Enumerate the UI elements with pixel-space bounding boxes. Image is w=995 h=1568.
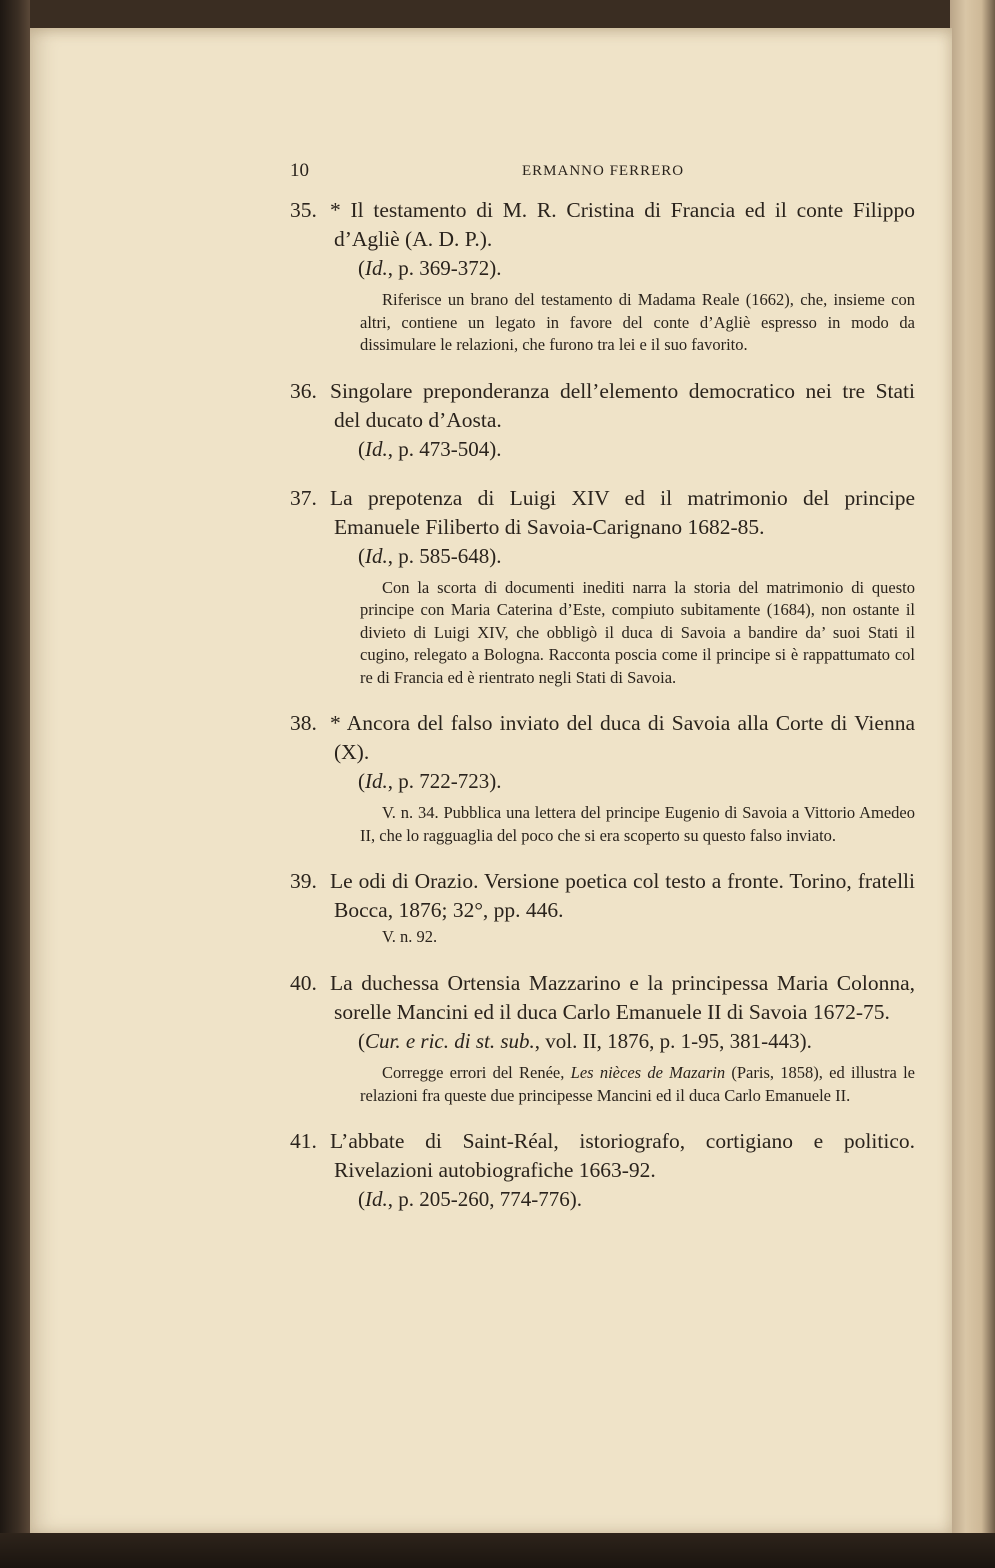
source-pages: , p. 585-648). [387,543,502,568]
entry-number: 36. [290,378,317,403]
entry-source: (Id., p. 205-260, 774-776). [358,1187,582,1211]
entry-source: (Cur. e ric. di st. sub., vol. II, 1876, p. 1-95, 381-443). [358,1029,812,1053]
entry-source: (Id., p. 722-723). [358,769,502,793]
source-pages: , p. 473-504). [387,436,502,461]
note-book-title: Les nièces de Mazarin [570,1063,726,1082]
cross-reference: V. n. 92. [382,927,438,946]
entry-note [290,1062,915,1107]
scan-edge-left [0,0,30,1568]
entry-title-text: * Ancora del falso inviato del duca di Savoia alla Corte di Vienna (X). [330,711,915,764]
entry-number: 38. [290,711,317,735]
entry-title-text: Singolare preponderanza dell’elemento democratico nei tre Stati del ducato d’Aosta. [330,378,915,432]
entry-title [290,377,915,435]
entry-note: Con la scorta di documenti inediti narra la storia del matrimonio di questo principe con Maria Caterina d’Este, compiuto subitamente (1684), non ostante il divieto di Luigi XIV, che obbligò il duca di Savoia a bandire da’ suoi Stati il cugino, relegato a Bologna. Racconta poscia come il principe si è rappattumato col re di Francia ed è rientrato negli Stati di Savoia. [360,577,915,687]
note-text: Corregge errori del Renée, [382,1063,571,1082]
entry-note: V. n. 34. Pubblica una lettera del principe Eugenio di Savoia a Vittorio Amedeo II, che lo ragguaglia del poco che si era scoperto su questo falso inviato. [360,803,915,845]
bibliography-entry [290,1127,915,1214]
entry-source: (Id., p. 369-372). [358,256,502,280]
entry-title [290,969,915,1027]
source-pages: , p. 369-372). [387,256,502,280]
bibliography-entry [290,709,915,847]
entry-source: (Id., p. 473-504). [358,436,502,461]
source-abbrev: Id. [365,256,388,280]
bibliography-entry [290,196,915,357]
entry-source: (Id., p. 585-648). [358,543,502,568]
bibliography-entry [290,969,915,1107]
entry-title [290,1127,915,1185]
entry-note: Riferisce un brano del testamento di Madama Reale (1662), che, insieme con altri, contiene un legato in favore del conte d’Agliè espresso in modo da dissimulare le relazioni, che furono tra lei e il suo favorito. [360,290,915,354]
page-number: 10 [290,160,309,181]
source-abbrev: Id. [365,436,388,461]
entry-number: 35. [290,198,317,222]
source-pages: , p. 722-723). [387,769,502,793]
source-pages: , p. 205-260, 774-776). [387,1187,582,1211]
entry-title [290,709,915,767]
bibliography-list [290,196,915,1234]
entry-title [290,484,915,542]
scan-edge-bottom [0,1533,995,1568]
page-header [290,160,910,188]
entry-number: 40. [290,971,317,995]
bibliography-entry [290,377,915,464]
entry-title [290,196,915,254]
scan-edge-right [950,0,995,1568]
entry-title-text: * Il testamento di M. R. Cristina di Francia ed il conte Filippo d’Agliè (A. D. P.). [330,198,915,251]
bibliography-entry [290,867,915,949]
entry-number: 39. [290,869,317,893]
running-title: ERMANNO FERRERO [522,163,685,179]
entry-number: 37. [290,485,317,510]
entry-title-text: La prepotenza di Luigi XIV ed il matrimonio del principe Emanuele Filiberto di Savoia-Carignano 1682-85. [330,485,915,539]
entry-title-text: La duchessa Ortensia Mazzarino e la principessa Maria Colonna, sorelle Mancini ed il duca Carlo Emanuele II di Savoia 1672-75. [330,971,915,1024]
bibliography-entry [290,484,915,690]
entry-number: 41. [290,1129,317,1153]
entry-title [290,867,915,925]
entry-title-text: Le odi di Orazio. Versione poetica col testo a fronte. Torino, fratelli Bocca, 1876; 32°, pp. 446. [330,869,915,922]
source-abbrev: Id. [365,769,388,793]
note-text: (Paris, 1858), ed illustra le relazioni fra queste due principesse Mancini ed il duca Carlo Emanuele II. [360,1063,916,1105]
source-pages: , vol. II, 1876, p. 1-95, 381-443). [534,1029,812,1053]
entry-title-text: L’abbate di Saint-Réal, istoriografo, cortigiano e politico. Rivelazioni autobiografiche 1663-92. [330,1129,915,1182]
source-abbrev: Id. [365,1187,388,1211]
source-abbrev: Id. [365,543,388,568]
source-abbrev: Cur. e ric. di st. sub. [365,1029,535,1053]
